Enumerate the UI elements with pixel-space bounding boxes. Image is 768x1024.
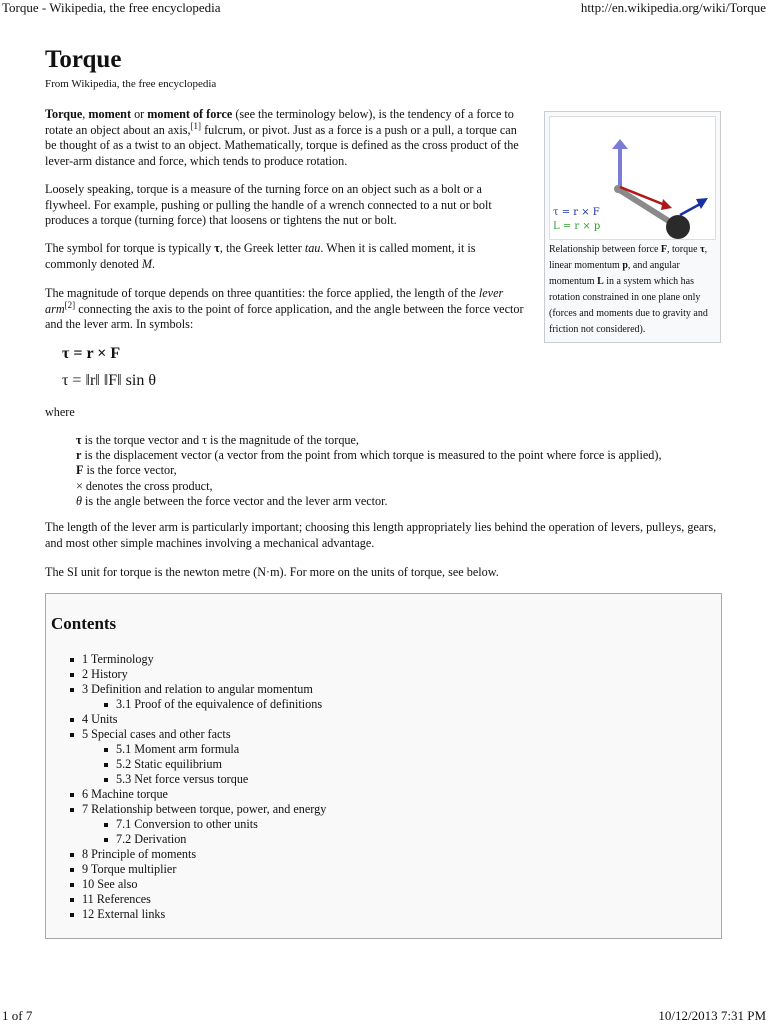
symbol-text: , the Greek letter [219, 241, 305, 255]
toc-item[interactable]: 7.1 Conversion to other units [104, 817, 326, 832]
toc-item[interactable]: 5.2 Static equilibrium [104, 757, 326, 772]
article-title: Torque [45, 46, 122, 73]
definition-text: is the torque vector and τ is the magnitude of the torque, [81, 433, 359, 447]
torque-equation: τ = r × F [553, 207, 600, 218]
print-header-title: Torque - Wikipedia, the free encyclopedia [2, 0, 221, 15]
reference-1[interactable]: [1] [190, 120, 202, 131]
toc-item[interactable]: 1 Terminology [70, 652, 326, 667]
definition-text: denotes the cross product, [82, 478, 213, 493]
where-label: where [45, 405, 75, 419]
paragraph-symbol [45, 241, 525, 272]
paragraph-magnitude [45, 286, 525, 333]
definition-list [76, 433, 746, 509]
caption-symbol: p [622, 260, 628, 271]
torque-figure [544, 111, 721, 343]
momentum-vector [680, 203, 702, 215]
toc-title: Contents [51, 614, 117, 633]
definition-symbol: × [76, 478, 83, 493]
symbol-text: . When it is called moment, it is commonly denoted [45, 241, 476, 271]
formula-text: τ = ‖r‖ ‖F‖ sin θ [62, 372, 156, 389]
figure-caption [549, 242, 717, 338]
formula-magnitude [62, 372, 156, 390]
force-arrowhead [661, 199, 672, 210]
table-of-contents [45, 593, 722, 939]
term-moment: moment [88, 107, 132, 121]
print-footer-timestamp: 10/12/2013 7:31 PM [658, 1008, 766, 1023]
toc-item[interactable]: 2 History [70, 667, 326, 682]
term-moment-of-force: moment of force [147, 107, 233, 121]
intro-paragraph [45, 107, 525, 169]
separator: , [82, 107, 89, 121]
print-footer-page-count: 1 of 7 [2, 1008, 33, 1023]
definition-symbol: F [76, 463, 84, 478]
toc-item[interactable]: 7.2 Derivation [104, 832, 326, 847]
toc-item[interactable]: 5 Special cases and other facts [70, 727, 326, 742]
torque-diagram-image[interactable] [549, 116, 716, 240]
caption-text: Relationship between force [549, 244, 661, 255]
tau-symbol: τ [214, 241, 220, 255]
formula-text: τ = r × F [62, 345, 121, 362]
definition-symbol: τ [76, 433, 82, 447]
definition-item [76, 494, 746, 509]
intro-text: fulcrum, or pivot. Just as a force is a push or a pull, a torque can be thought of as a twist to an object. Mathematically, torque is defined as the cross product of the lever-arm distance and force, which tends to produce rotation. [45, 122, 519, 168]
symbol-text: . [151, 256, 156, 271]
caption-symbol: L [597, 276, 604, 287]
definition-item [76, 433, 746, 448]
symbol-text: The symbol for torque is typically [45, 241, 215, 255]
caption-symbol: τ [700, 244, 705, 255]
definition-item [76, 463, 746, 478]
momentum-arrowhead [696, 198, 708, 209]
tau-word: tau [304, 241, 321, 255]
term-torque: Torque [45, 107, 83, 121]
paragraph-loosely: Loosely speaking, torque is a measure of the turning force on an object such as a bolt or a flywheel. For example, pushing or pulling the handle of a wrench connected to a nut or bolt produces a torque (turning force) that loosens or tightens the nut or bolt. [45, 182, 492, 227]
definition-text: is the angle between the force vector and the lever arm vector. [82, 493, 388, 508]
caption-text: , torque [667, 244, 701, 255]
definition-item [76, 479, 746, 494]
magnitude-text: connecting the axis to the point of force application, and the angle between the force vector and the lever arm. In symbols: [45, 301, 524, 331]
toc-item[interactable]: 8 Principle of moments [70, 847, 326, 862]
m-symbol: M [141, 256, 152, 271]
definition-text: is the displacement vector (a vector from the point from which torque is measured to the point where force is applied), [81, 448, 662, 463]
separator: or [131, 107, 148, 121]
torque-diagram [550, 117, 715, 239]
toc-item[interactable]: 12 External links [70, 907, 326, 922]
definition-item [76, 448, 746, 463]
formula-cross-product [62, 345, 120, 363]
print-header-url[interactable]: http://en.wikipedia.org/wiki/Torque [580, 0, 766, 15]
paragraph-si-unit: The SI unit for torque is the newton metre (N·m). For more on the units of torque, see below. [45, 565, 499, 579]
caption-text: in a system which has rotation constrained in one plane only (forces and moments due to gravity and friction not considered). [549, 276, 708, 335]
reference-2[interactable]: [2] [64, 299, 76, 310]
definition-symbol: r [76, 448, 82, 463]
article-subtitle: From Wikipedia, the free encyclopedia [45, 78, 217, 90]
toc-item[interactable]: 9 Torque multiplier [70, 862, 326, 877]
caption-text: , linear momentum [549, 244, 708, 271]
mass-ball [666, 215, 690, 239]
toc-item[interactable]: 5.3 Net force versus torque [104, 772, 326, 787]
definition-symbol: θ [76, 493, 82, 508]
magnitude-text: The magnitude of torque depends on three quantities: the force applied, the length of the [45, 286, 479, 300]
toc-item[interactable]: 3.1 Proof of the equivalence of definitions [104, 697, 326, 712]
toc-item[interactable]: 7 Relationship between torque, power, and energy [70, 802, 326, 817]
toc-list [70, 652, 326, 922]
toc-item[interactable]: 5.1 Moment arm formula [104, 742, 326, 757]
toc-item[interactable]: 6 Machine torque [70, 787, 326, 802]
lever-arm-term: lever arm [45, 286, 504, 316]
definition-text: is the force vector, [83, 463, 177, 478]
intro-text: (see the terminology below), is the tendency of a force to rotate an object about an axis, [45, 107, 514, 137]
caption-text: , and angular momentum [549, 260, 680, 287]
toc-item[interactable]: 4 Units [70, 712, 326, 727]
caption-symbol: F [660, 244, 668, 255]
torque-arrowhead [612, 139, 628, 149]
toc-item[interactable]: 11 References [70, 892, 326, 907]
toc-item[interactable]: 3 Definition and relation to angular momentum [70, 682, 326, 697]
toc-item[interactable]: 10 See also [70, 877, 326, 892]
paragraph-lever-arm: The length of the lever arm is particularly important; choosing this length appropriately lies behind the operation of levers, pulleys, gears, and most other simple machines involving a mechanical advantage. [45, 520, 717, 550]
angular-momentum-equation: L = r × p [553, 221, 601, 232]
